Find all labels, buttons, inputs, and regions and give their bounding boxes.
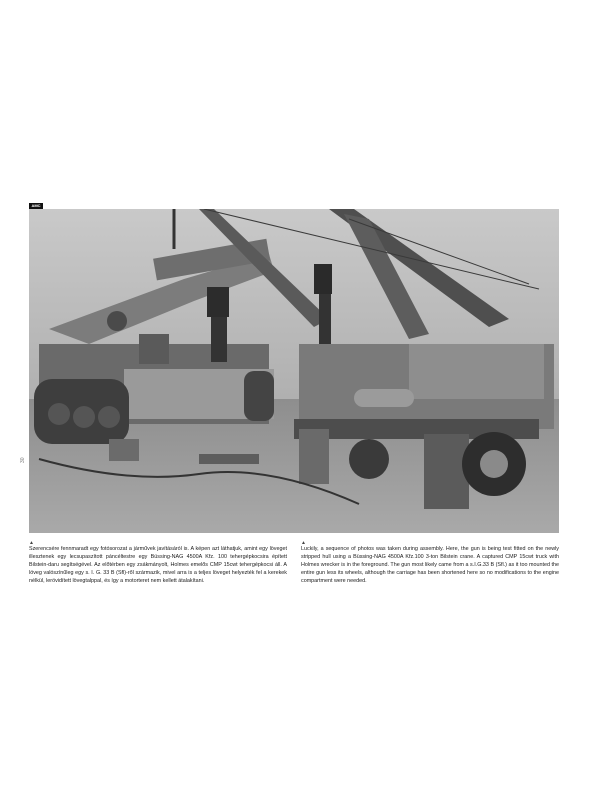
caption-hungarian <box>29 540 287 586</box>
page-number: 30 <box>20 457 26 463</box>
caption-english <box>301 540 559 586</box>
caption-marker: ▲ <box>301 540 306 546</box>
caption-text: Luckily, a sequence of photos was taken during assembly. Here, the gun is being test fitted on the newly stripped hull using a Büssing-NAG 4500A Kfz.100 3-ton Bilstein crane. A captured CMP 15cwt truck with Holmes wrecker is in the foreground. The gun most likely came from a s.I.G.33 B (Sfl.) as it too mounted the entire gun less its wheels, although the carriage has been shortened here so no modifications to the engine compartment were needed. <box>301 546 559 584</box>
historical-photo <box>29 209 559 533</box>
crate <box>109 439 139 461</box>
caption-marker: ▲ <box>29 540 34 546</box>
section-tag: AMC <box>29 203 43 209</box>
caption-text: Szerencsére fennmaradt egy fotósorozat a járművek javításáról is. A képen azt láthatjuk, amint egy löveget illesztenek egy lecsupaszított páncéltestre egy Büssing-NAG 4500A Kfz. 100 tehergépkocsira épített Bilstein-daru segítségével. Az előtérben egy zsákmányolt, Holmes emelős CMP 15cwt tehergépkocsi áll. A löveg valószínűleg egy s. I. G. 33 B (Sfl)-ről származik, mivel arra is a teljes löveget helyezték fel a kerekek nélkül, lerövidített lövegtalppal, és így a motorteret nem kellett átalakítani. <box>29 546 287 584</box>
